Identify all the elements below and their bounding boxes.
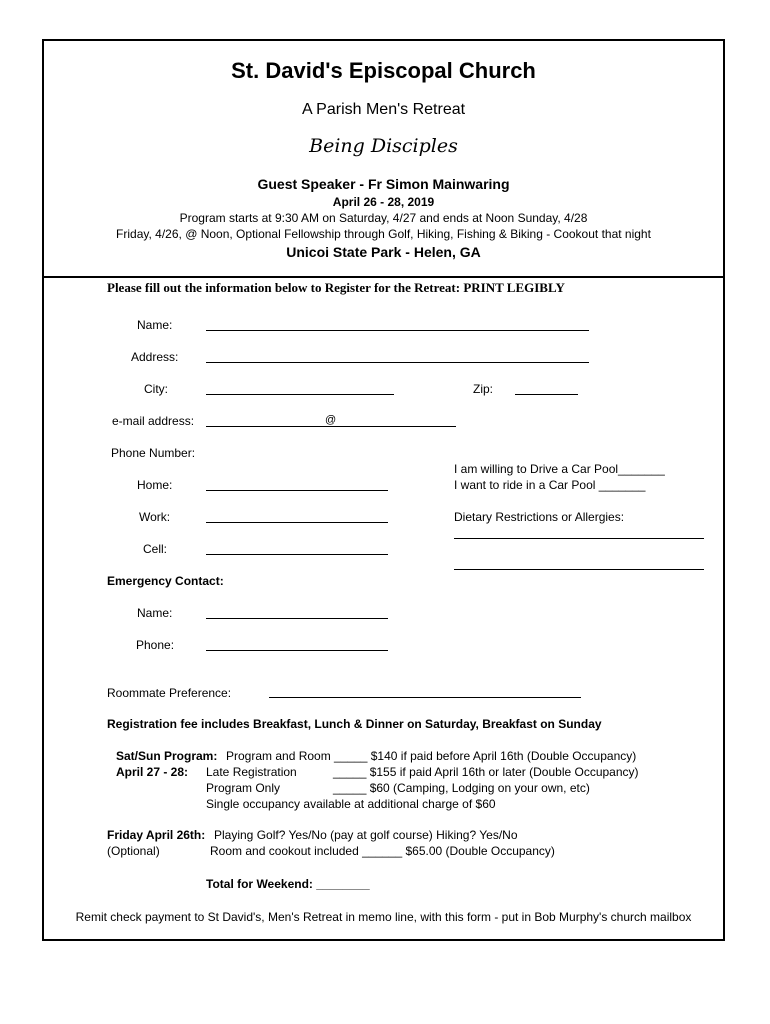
cell-phone-label: Cell: <box>143 542 168 556</box>
retreat-dates: April 26 - 28, 2019 <box>332 195 435 209</box>
friday-activity-options[interactable]: Playing Golf? Yes/No (pay at golf course) Hiking? Yes/No <box>214 828 518 842</box>
church-title: St. David's Episcopal Church <box>231 58 536 83</box>
retreat-theme: Being Disciples <box>309 135 458 157</box>
dietary-field-1[interactable] <box>454 538 704 539</box>
program-only-label: Program Only <box>206 781 281 795</box>
emergency-phone-field[interactable] <box>206 650 388 651</box>
email-at-sign: @ <box>325 414 337 426</box>
name-label: Name: <box>137 318 173 332</box>
event-subtitle: A Parish Men's Retreat <box>301 101 466 118</box>
address-field[interactable] <box>206 362 589 363</box>
home-phone-field[interactable] <box>206 490 388 491</box>
dietary-field-2[interactable] <box>454 569 704 570</box>
name-field[interactable] <box>206 330 589 331</box>
cell-phone-field[interactable] <box>206 554 388 555</box>
home-phone-label: Home: <box>137 478 173 492</box>
address-label: Address: <box>131 350 179 364</box>
city-label: City: <box>144 382 168 396</box>
friday-info: Friday, 4/26, @ Noon, Optional Fellowship through Golf, Hiking, Fishing & Biking - Cookout that night <box>116 227 651 241</box>
email-label: e-mail address: <box>112 414 195 428</box>
remit-instruction: Remit check payment to St David's, Men's Retreat in memo line, with this form - put in Bob Murphy's church mailbox <box>75 910 692 924</box>
work-phone-field[interactable] <box>206 522 388 523</box>
program-only-option[interactable]: _____ $60 (Camping, Lodging on your own, etc) <box>333 781 590 795</box>
program-times: Program starts at 9:30 AM on Saturday, 4/27 and ends at Noon Sunday, 4/28 <box>179 211 588 225</box>
friday-heading: Friday April 26th: <box>107 828 206 842</box>
friday-room-option[interactable]: Room and cookout included ______ $65.00 (Double Occupancy) <box>210 844 555 858</box>
zip-field[interactable] <box>515 394 578 395</box>
header-divider <box>42 276 725 278</box>
form-instruction: Please fill out the information below to Register for the Retreat: PRINT LEGIBLY <box>107 280 565 295</box>
late-registration-option[interactable]: _____ $155 if paid April 16th or later (Double Occupancy) <box>333 765 639 779</box>
emergency-heading: Emergency Contact: <box>107 574 224 588</box>
roommate-field[interactable] <box>269 697 581 698</box>
work-phone-label: Work: <box>139 510 171 524</box>
roommate-label: Roommate Preference: <box>107 686 232 700</box>
city-field[interactable] <box>206 394 394 395</box>
optional-label: (Optional) <box>107 844 160 858</box>
dietary-label: Dietary Restrictions or Allergies: <box>454 510 625 524</box>
carpool-ride[interactable]: I want to ride in a Car Pool _______ <box>454 478 646 492</box>
venue: Unicoi State Park - Helen, GA <box>286 244 481 260</box>
phone-label: Phone Number: <box>111 446 196 460</box>
emergency-name-label: Name: <box>137 606 173 620</box>
emergency-phone-label: Phone: <box>136 638 175 652</box>
zip-label: Zip: <box>473 382 494 396</box>
sat-sun-heading: Sat/Sun Program: <box>116 749 218 763</box>
guest-speaker: Guest Speaker - Fr Simon Mainwaring <box>257 176 510 192</box>
emergency-name-field[interactable] <box>206 618 388 619</box>
program-and-room-option[interactable]: Program and Room _____ $140 if paid before April 16th (Double Occupancy) <box>226 749 637 763</box>
total-for-weekend[interactable]: Total for Weekend: ________ <box>206 877 370 891</box>
late-registration-label: Late Registration <box>206 765 297 779</box>
email-field[interactable] <box>206 426 456 427</box>
single-occupancy-note: Single occupancy available at additional charge of $60 <box>206 797 496 811</box>
carpool-drive[interactable]: I am willing to Drive a Car Pool_______ <box>454 462 665 476</box>
sat-sun-dates: April 27 - 28: <box>116 765 189 779</box>
fee-includes: Registration fee includes Breakfast, Lunch & Dinner on Saturday, Breakfast on Sunday <box>107 717 602 731</box>
